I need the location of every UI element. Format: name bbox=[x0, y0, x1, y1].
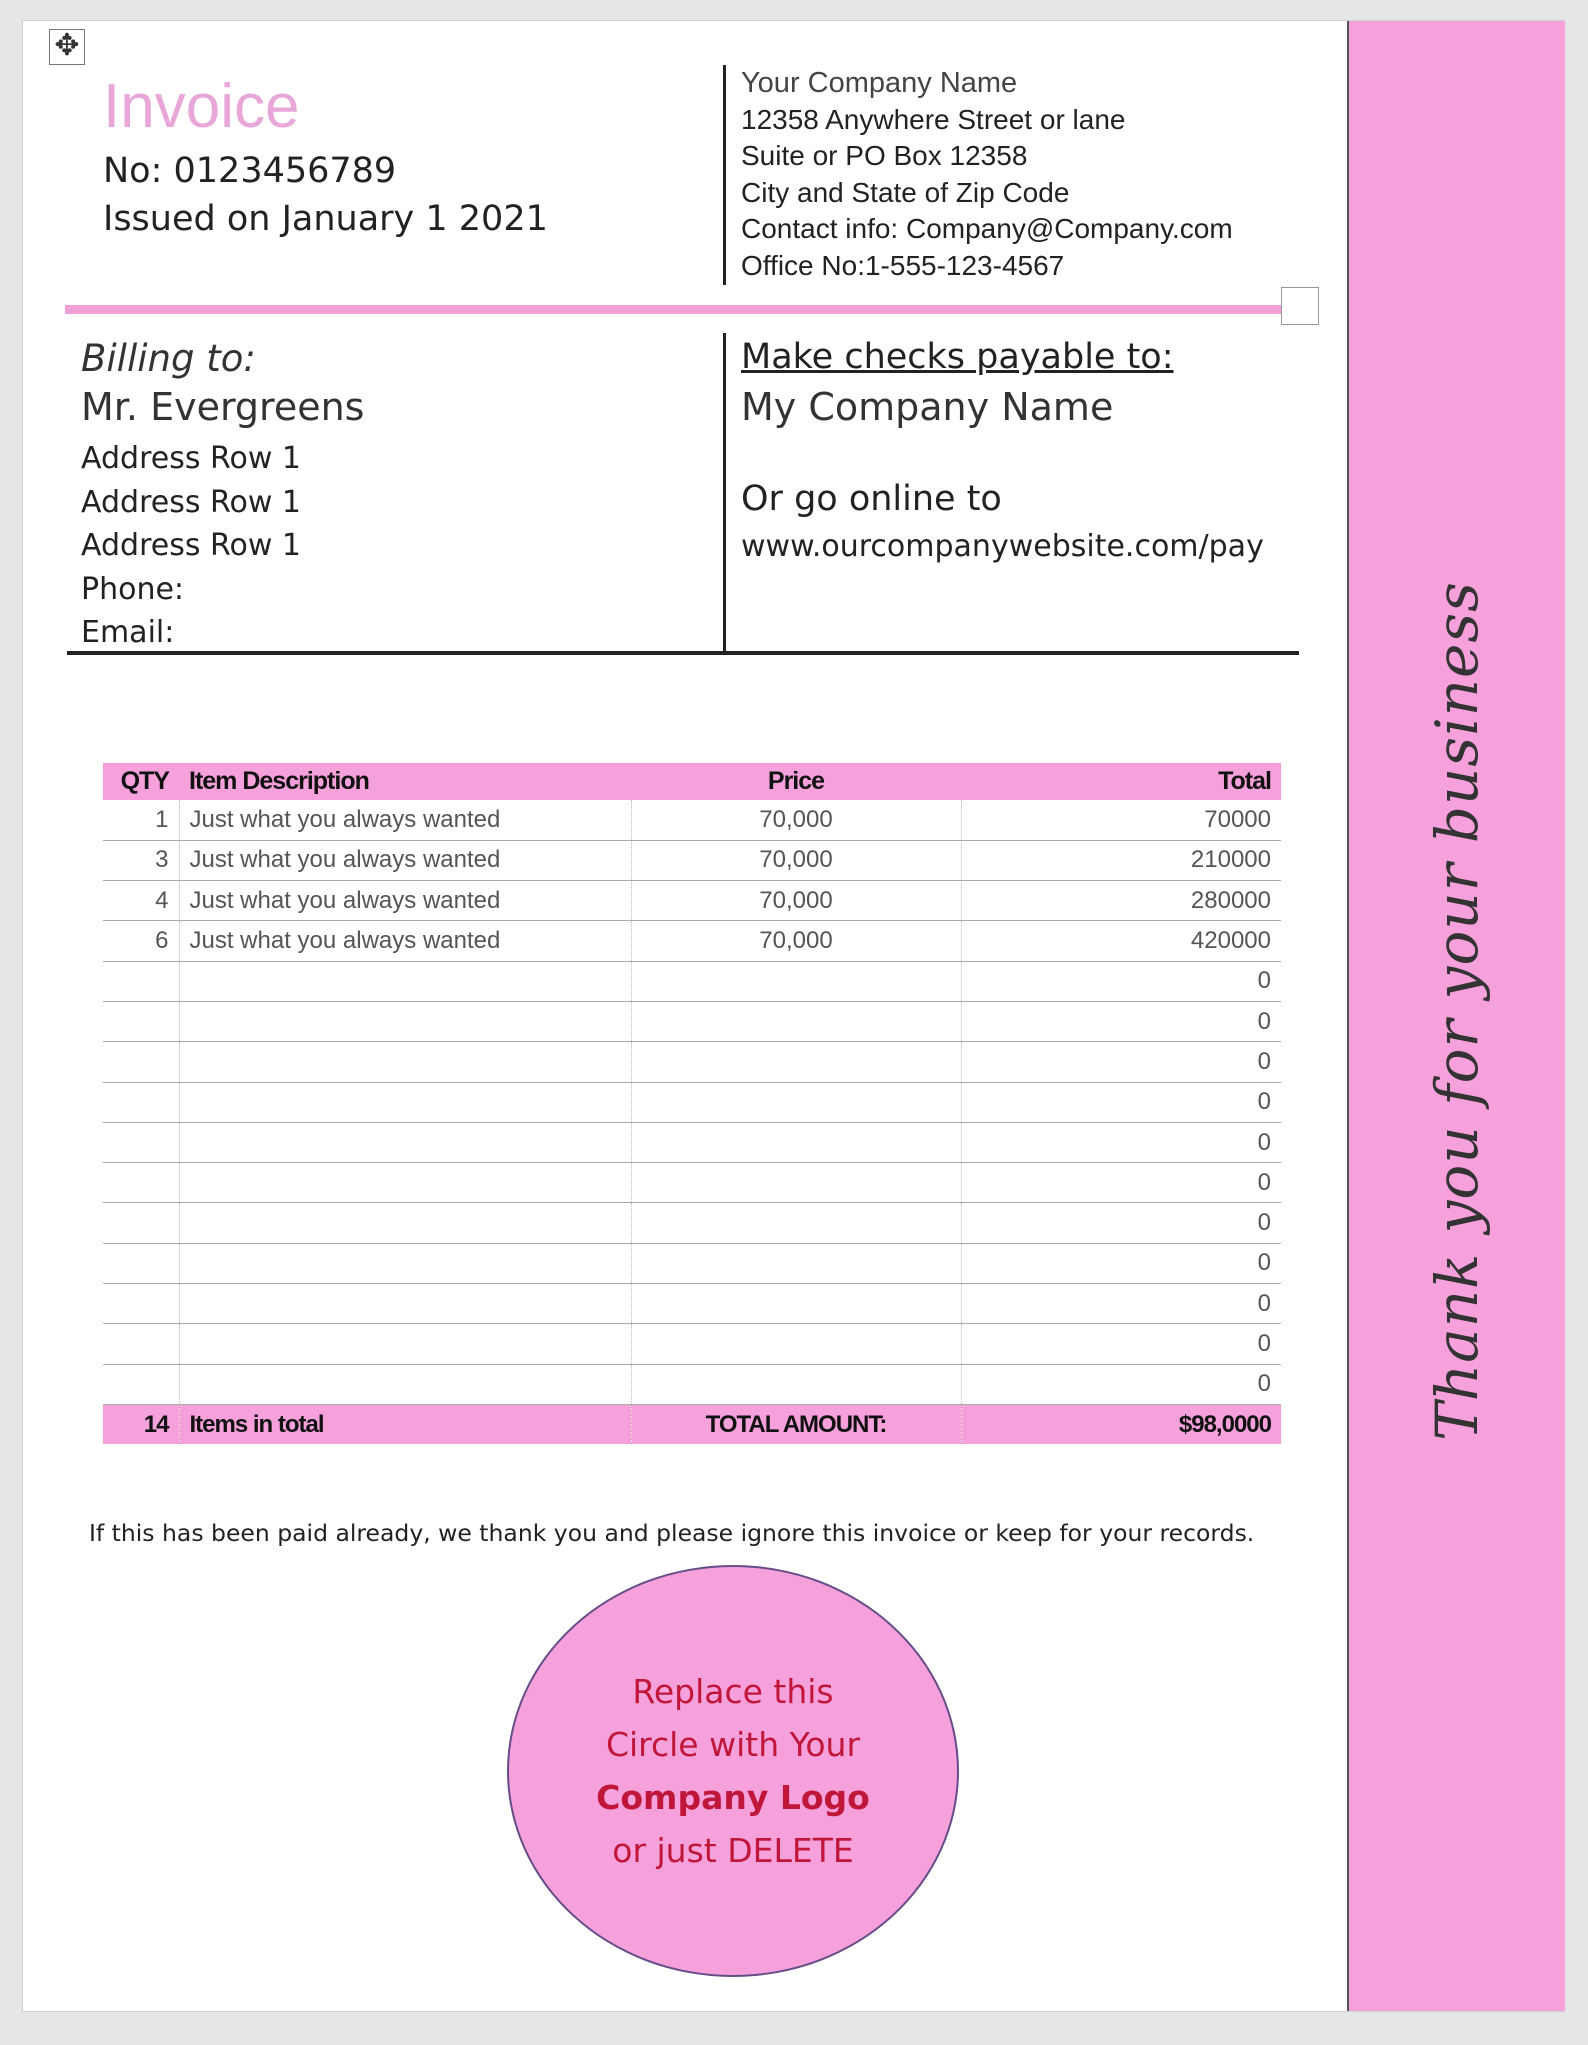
move-handle-icon[interactable]: ✥ bbox=[49, 29, 85, 65]
header-qty: QTY bbox=[120, 767, 169, 795]
header-divider bbox=[723, 65, 726, 285]
cell-price bbox=[631, 1122, 961, 1162]
header-description: Item Description bbox=[189, 767, 369, 795]
cell-description bbox=[179, 1324, 631, 1364]
cell-total: 0 bbox=[961, 1364, 1281, 1404]
cell-qty bbox=[103, 1001, 179, 1041]
table-row bbox=[103, 800, 1281, 840]
cell-qty bbox=[103, 1082, 179, 1122]
invoice-page bbox=[22, 20, 1564, 2012]
table-row bbox=[103, 921, 1281, 961]
cell-total: 0 bbox=[961, 1203, 1281, 1243]
cell-price: 70,000 bbox=[631, 921, 961, 961]
online-payment-link[interactable]: www.ourcompanywebsite.com/pay bbox=[741, 529, 1264, 564]
cell-qty: 4 bbox=[155, 886, 169, 914]
cell-description: Just what you always wanted bbox=[179, 800, 631, 840]
invoice-issued-date: Issued on January 1 2021 bbox=[103, 199, 548, 239]
cell-total: 0 bbox=[961, 1001, 1281, 1041]
cell-price bbox=[631, 1042, 961, 1082]
cell-price bbox=[631, 1364, 961, 1404]
cell-total: 0 bbox=[961, 961, 1281, 1001]
cell-description bbox=[179, 1203, 631, 1243]
table-row bbox=[103, 840, 1281, 880]
cell-description bbox=[179, 1243, 631, 1283]
table-footer-row bbox=[103, 1404, 1281, 1444]
cell-total: 0 bbox=[961, 1082, 1281, 1122]
cell-description bbox=[179, 1163, 631, 1203]
cell-description bbox=[179, 1284, 631, 1324]
cell-total: 0 bbox=[961, 1284, 1281, 1324]
footer-qty: 14 bbox=[143, 1410, 169, 1438]
payable-label: Make checks payable to: bbox=[741, 337, 1174, 377]
cell-qty bbox=[103, 1324, 179, 1364]
company-city: City and State of Zip Code bbox=[741, 176, 1070, 208]
company-contact: Contact info: Company@Company.com bbox=[741, 213, 1233, 244]
cell-price: 70,000 bbox=[631, 800, 961, 840]
table-row bbox=[103, 1324, 1281, 1364]
billing-email: Email: bbox=[81, 615, 175, 650]
billing-bottom-rule bbox=[67, 651, 1299, 655]
table-row bbox=[103, 1203, 1281, 1243]
cell-price bbox=[631, 1284, 961, 1324]
footer-total-label: TOTAL AMOUNT: bbox=[631, 1404, 961, 1444]
billing-address-row: Address Row 1 bbox=[81, 441, 302, 476]
company-suite: Suite or PO Box 12358 bbox=[741, 140, 1028, 171]
cell-total: 70000 bbox=[961, 800, 1281, 840]
pink-divider-rule bbox=[65, 305, 1297, 314]
items-table bbox=[103, 763, 1281, 1444]
cell-qty: 3 bbox=[155, 846, 169, 874]
cell-qty bbox=[103, 1243, 179, 1283]
rule-resize-handle[interactable] bbox=[1281, 287, 1319, 325]
table-row bbox=[103, 1163, 1281, 1203]
cell-total: 0 bbox=[961, 1163, 1281, 1203]
cell-qty bbox=[103, 1284, 179, 1324]
table-row bbox=[103, 1042, 1281, 1082]
header-price: Price bbox=[767, 767, 825, 795]
invoice-title: Invoice bbox=[103, 72, 300, 141]
cell-qty bbox=[103, 1122, 179, 1162]
thank-you-sidebar bbox=[1347, 21, 1565, 2011]
cell-price: 70,000 bbox=[631, 881, 961, 921]
logo-text-line: or just DELETE bbox=[612, 1831, 854, 1870]
header-total: Total bbox=[1218, 767, 1271, 795]
cell-total: 420000 bbox=[961, 921, 1281, 961]
logo-text-line: Circle with Your bbox=[605, 1725, 861, 1764]
cell-price bbox=[631, 1163, 961, 1203]
cell-description bbox=[179, 1364, 631, 1404]
cell-total: 0 bbox=[961, 1122, 1281, 1162]
cell-description: Just what you always wanted bbox=[179, 921, 631, 961]
cell-qty: 6 bbox=[155, 927, 169, 955]
footer-total-amount: $98,0000 bbox=[961, 1404, 1281, 1444]
cell-price: 70,000 bbox=[631, 840, 961, 880]
cell-qty bbox=[103, 1203, 179, 1243]
cell-qty bbox=[103, 1042, 179, 1082]
table-row bbox=[103, 1122, 1281, 1162]
thank-you-text: Thank you for your business bbox=[1423, 581, 1491, 1441]
cell-price bbox=[631, 1243, 961, 1283]
cell-total: 280000 bbox=[961, 881, 1281, 921]
cell-qty: 1 bbox=[155, 805, 169, 833]
billing-address bbox=[81, 437, 301, 655]
cell-description bbox=[179, 1042, 631, 1082]
cell-description bbox=[179, 1082, 631, 1122]
cell-description bbox=[179, 1122, 631, 1162]
cell-description bbox=[179, 1001, 631, 1041]
table-row bbox=[103, 1001, 1281, 1041]
cell-qty bbox=[103, 1163, 179, 1203]
billing-divider bbox=[723, 333, 726, 651]
cell-price bbox=[631, 1001, 961, 1041]
footer-items-label: Items in total bbox=[179, 1404, 631, 1444]
cell-price bbox=[631, 1082, 961, 1122]
table-row bbox=[103, 1082, 1281, 1122]
company-info bbox=[741, 65, 1233, 284]
cell-price bbox=[631, 961, 961, 1001]
cell-price bbox=[631, 1324, 961, 1364]
logo-text-line: Company Logo bbox=[596, 1778, 870, 1817]
cell-qty bbox=[103, 961, 179, 1001]
cell-total: 0 bbox=[961, 1042, 1281, 1082]
table-row bbox=[103, 881, 1281, 921]
cell-total: 0 bbox=[961, 1243, 1281, 1283]
logo-placeholder-circle[interactable] bbox=[507, 1565, 959, 1977]
online-label: Or go online to bbox=[741, 479, 1002, 519]
logo-text-line: Replace this bbox=[632, 1672, 834, 1711]
cell-description: Just what you always wanted bbox=[179, 881, 631, 921]
cell-qty bbox=[103, 1364, 179, 1404]
billing-label: Billing to: bbox=[81, 337, 256, 380]
company-name: Your Company Name bbox=[741, 67, 1018, 99]
billing-address-row: Address Row 1 bbox=[81, 528, 302, 563]
company-phone: Office No:1-555-123-4567 bbox=[741, 249, 1065, 281]
cell-price bbox=[631, 1203, 961, 1243]
table-row bbox=[103, 961, 1281, 1001]
cell-total: 0 bbox=[961, 1324, 1281, 1364]
cell-description: Just what you always wanted bbox=[179, 840, 631, 880]
table-row bbox=[103, 1364, 1281, 1404]
billing-name: Mr. Evergreens bbox=[81, 385, 365, 429]
cell-total: 210000 bbox=[961, 840, 1281, 880]
cell-description bbox=[179, 961, 631, 1001]
payable-name: My Company Name bbox=[741, 385, 1114, 429]
invoice-number: No: 0123456789 bbox=[103, 151, 397, 191]
table-row bbox=[103, 1243, 1281, 1283]
paid-note: If this has been paid already, we thank you and please ignore this invoice or keep for your records. bbox=[89, 1519, 1255, 1547]
company-street: 12358 Anywhere Street or lane bbox=[741, 103, 1126, 135]
billing-address-row: Address Row 1 bbox=[81, 484, 302, 520]
table-header-row bbox=[103, 763, 1281, 800]
billing-phone: Phone: bbox=[81, 571, 185, 607]
table-row bbox=[103, 1284, 1281, 1324]
